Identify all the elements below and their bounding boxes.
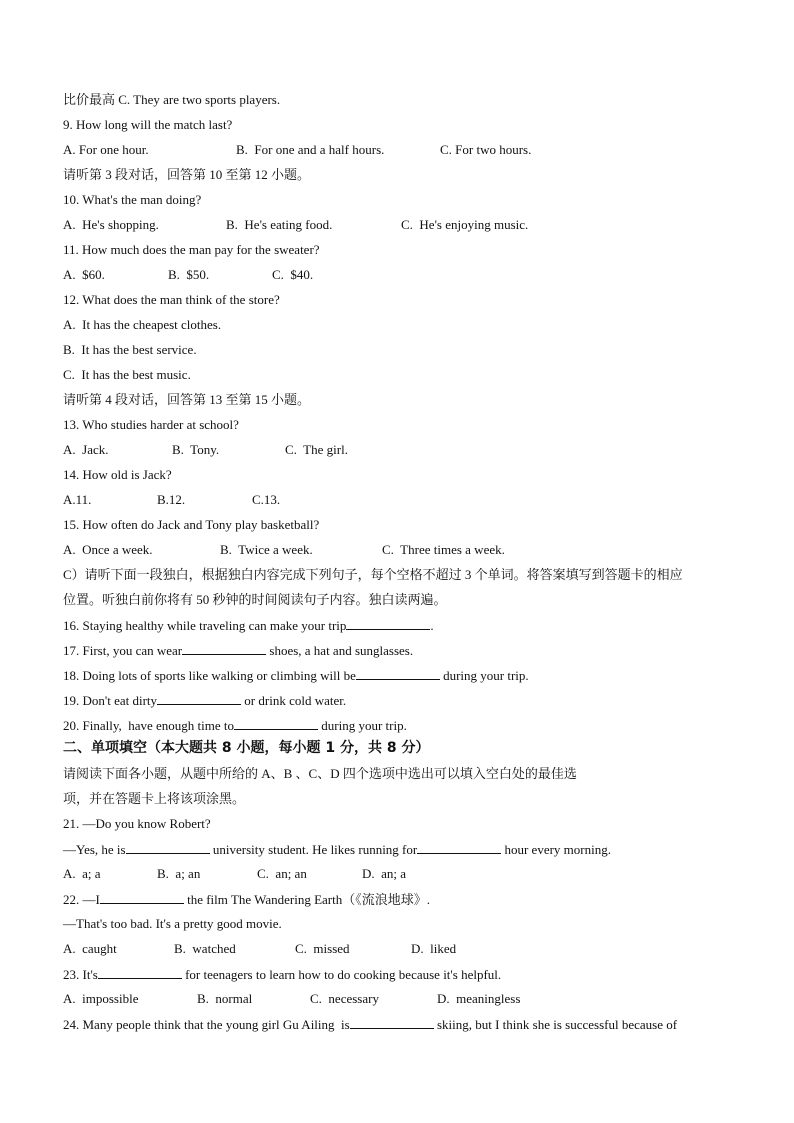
- option-b: B. normal: [197, 991, 253, 1006]
- section-instruction: 项，并在答题卡上将该项涂黑。: [63, 791, 246, 806]
- option-c: C. It has the best music.: [63, 367, 191, 382]
- option-a: A. He's shopping.: [63, 217, 159, 232]
- answer-blank: [356, 667, 440, 680]
- question-11: 11. How much does the man pay for the sweater?: [63, 242, 320, 257]
- question-20: 20. Finally, have enough time to during your trip.: [63, 718, 407, 733]
- option-b: B. It has the best service.: [63, 342, 197, 357]
- section-instruction: 请听第 3 段对话，回答第 10 至第 12 小题。: [63, 167, 311, 182]
- option-c: C. $40.: [272, 267, 314, 282]
- part-c-instruction: C）请听下面一段独白，根据独白内容完成下列句子，每个空格不超过 3 个单词。将答案填写到答题卡的相应: [63, 567, 683, 582]
- section-heading: 二、单项填空（本大题共 8 小题，每小题 1 分，共 8 分）: [63, 740, 430, 756]
- question-10: 10. What's the man doing?: [63, 192, 202, 207]
- part-c-instruction: 位置。听独白前你将有 50 秒钟的时间阅读句子内容。独白读两遍。: [63, 592, 447, 607]
- option-c: C. The girl.: [285, 442, 348, 457]
- option-d: D. liked: [411, 941, 457, 956]
- text-line: 比价最高 C. They are two sports players.: [63, 92, 281, 107]
- option-b: B. watched: [174, 941, 236, 956]
- question-17: 17. First, you can wear shoes, a hat and sunglasses.: [63, 643, 414, 658]
- option-d: D. meaningless: [437, 991, 521, 1006]
- option-b: B. Tony.: [172, 442, 220, 457]
- option-a: A. impossible: [63, 991, 139, 1006]
- answer-blank: [234, 717, 318, 730]
- option-c: C. an; an: [257, 866, 307, 881]
- question-12: 12. What does the man think of the store?: [63, 292, 280, 307]
- option-c: C. For two hours.: [440, 142, 532, 157]
- option-c: C. missed: [295, 941, 350, 956]
- option-b: B. a; an: [157, 866, 201, 881]
- section-instruction: 请听第 4 段对话，回答第 13 至第 15 小题。: [63, 392, 311, 407]
- question-21: 21. —Do you know Robert?: [63, 816, 211, 831]
- option-c: C. He's enjoying music.: [401, 217, 529, 232]
- option-c: C. necessary: [310, 991, 379, 1006]
- question-19: 19. Don't eat dirty or drink cold water.: [63, 693, 347, 708]
- option-a: A. Jack.: [63, 442, 109, 457]
- question-16: 16. Staying healthy while traveling can make your trip .: [63, 618, 434, 633]
- question-15: 15. How often do Jack and Tony play basketball?: [63, 517, 320, 532]
- option-a: A.11.: [63, 492, 92, 507]
- section-instruction: 请阅读下面各小题，从题中所给的 A、B 、C、D 四个选项中选出可以填入空白处的最佳选: [63, 766, 577, 781]
- option-b: B. For one and a half hours.: [236, 142, 385, 157]
- question-23: 23. It's for teenagers to learn how to do cooking because it's helpful.: [63, 967, 502, 982]
- option-c: C. Three times a week.: [382, 542, 505, 557]
- option-b: B. Twice a week.: [220, 542, 313, 557]
- answer-blank: [100, 891, 184, 904]
- answer-blank: [346, 617, 430, 630]
- option-a: A. For one hour.: [63, 142, 149, 157]
- answer-blank: [126, 841, 210, 854]
- answer-blank: [350, 1016, 434, 1029]
- option-b: B. He's eating food.: [226, 217, 333, 232]
- option-a: A. Once a week.: [63, 542, 153, 557]
- dialogue-line: —That's too bad. It's a pretty good movie.: [63, 916, 282, 931]
- dialogue-line: —Yes, he is university student. He likes running for hour every morning.: [63, 842, 611, 857]
- option-a: A. caught: [63, 941, 117, 956]
- option-b: B. $50.: [168, 267, 210, 282]
- option-c: C.13.: [252, 492, 281, 507]
- option-a: A. It has the cheapest clothes.: [63, 317, 222, 332]
- option-a: A. $60.: [63, 267, 105, 282]
- answer-blank: [417, 841, 501, 854]
- question-22: 22. —I the film The Wandering Earth（《流浪地球》.: [63, 892, 430, 907]
- question-13: 13. Who studies harder at school?: [63, 417, 239, 432]
- answer-blank: [182, 642, 266, 655]
- question-24: 24. Many people think that the young girl Gu Ailing is skiing, but I think she is successful because of: [63, 1017, 678, 1032]
- option-b: B.12.: [157, 492, 186, 507]
- option-a: A. a; a: [63, 866, 101, 881]
- question-14: 14. How old is Jack?: [63, 467, 172, 482]
- question-9: 9. How long will the match last?: [63, 117, 233, 132]
- answer-blank: [98, 966, 182, 979]
- question-18: 18. Doing lots of sports like walking or climbing will be during your trip.: [63, 668, 529, 683]
- option-d: D. an; a: [362, 866, 407, 881]
- answer-blank: [157, 692, 241, 705]
